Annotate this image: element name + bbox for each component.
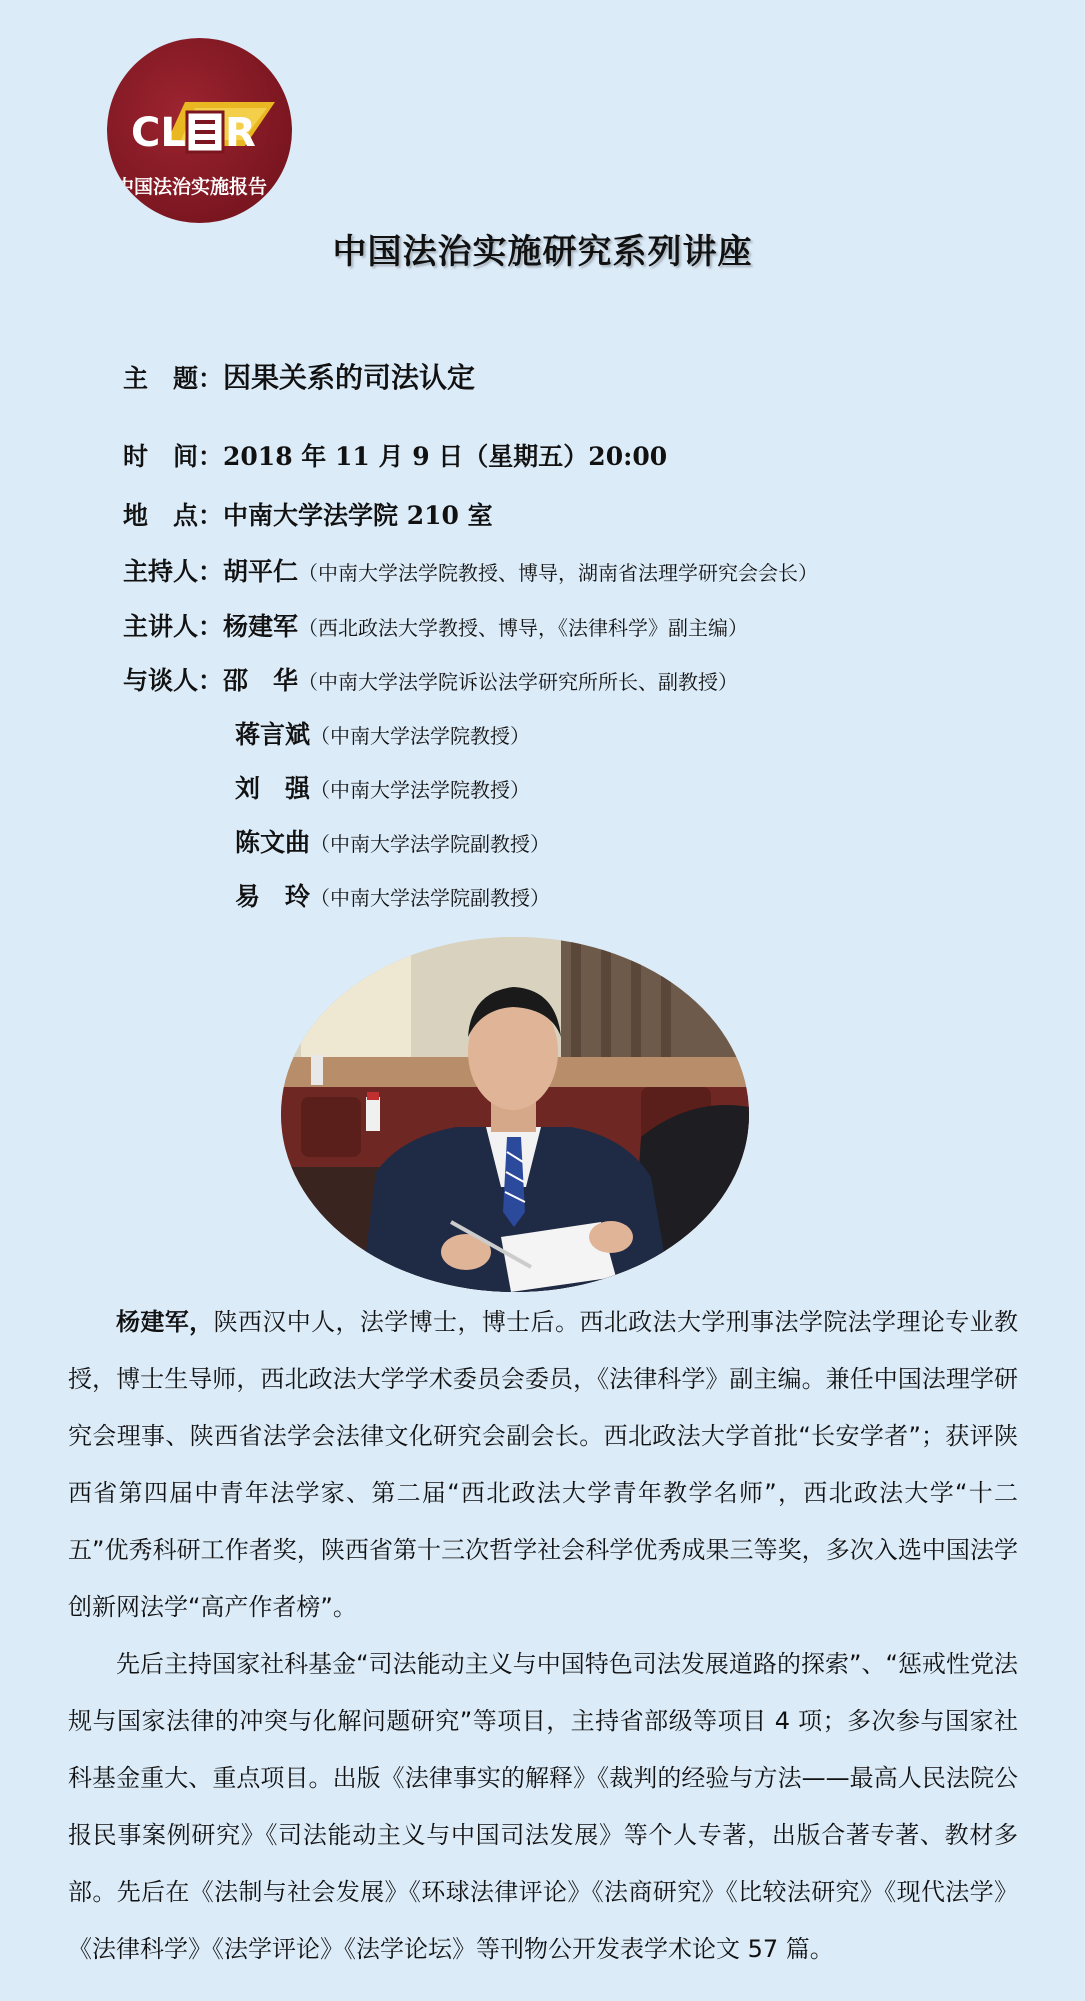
host-label: 主持人： bbox=[123, 557, 224, 586]
discussants-label: 与谈人： bbox=[123, 666, 224, 695]
discussant-row bbox=[235, 827, 550, 860]
speaker-photo bbox=[281, 937, 749, 1292]
discussant-note: （中南大学法学院教授） bbox=[310, 724, 531, 748]
host-note: （中南大学法学院教授、博导，湖南省法理学研究会会长） bbox=[298, 561, 819, 585]
time-value: 2018 年 11 月 9 日（星期五）20:00 bbox=[223, 442, 668, 471]
discussant-name: 易 玲 bbox=[235, 882, 311, 911]
discussant-note: （中南大学法学院诉讼法学研究所所长、副教授） bbox=[298, 670, 739, 694]
speaker-note: （西北政法大学教授、博导，《法律科学》副主编） bbox=[298, 616, 749, 640]
time-label: 时 间： bbox=[123, 442, 224, 471]
discussant-note: （中南大学法学院副教授） bbox=[310, 886, 551, 910]
bio-paragraph bbox=[68, 1294, 1018, 1636]
logo-org-name: 中国法治实施报告 bbox=[115, 176, 268, 198]
speaker-label: 主讲人： bbox=[123, 612, 224, 641]
discussant-row bbox=[235, 719, 530, 752]
place-row bbox=[123, 500, 493, 532]
org-logo bbox=[107, 38, 292, 223]
clier-logo-mark bbox=[125, 100, 275, 160]
speaker-bio bbox=[68, 1294, 1018, 1978]
discussant-row bbox=[123, 665, 738, 698]
time-row bbox=[123, 441, 667, 473]
speaker-name: 杨建军 bbox=[223, 612, 299, 641]
discussant-name: 蒋言斌 bbox=[235, 720, 311, 749]
discussant-name: 邵 华 bbox=[223, 666, 299, 695]
discussant-row bbox=[235, 773, 530, 806]
bio-paragraph-1-text: 陕西汉中人，法学博士，博士后。西北政法大学刑事法学院法学理论专业教授，博士生导师，西北政法大学学术委员会委员，《法律科学》副主编。兼任中国法理学研究会理事、陕西省法学会法律文化研究会副会长。西北政法大学首批“长安学者”；获评陕西省第四届中青年法学家、第二届“西北政法大学青年教学名师”，西北政法大学“十二五”优秀科研工作者奖，陕西省第十三次哲学社会科学优秀成果三等奖，多次入选中国法学创新网法学“高产作者榜”。 bbox=[68, 1308, 1019, 1621]
topic-row bbox=[123, 362, 475, 395]
topic-value: 因果关系的司法认定 bbox=[223, 361, 476, 394]
host-row bbox=[123, 556, 818, 589]
discussant-name: 刘 强 bbox=[235, 774, 311, 803]
svg-text:R: R bbox=[225, 110, 256, 156]
speaker-row bbox=[123, 611, 748, 644]
place-value: 中南大学法学院 210 室 bbox=[223, 501, 493, 530]
host-name: 胡平仁 bbox=[223, 557, 299, 586]
discussant-note: （中南大学法学院教授） bbox=[310, 778, 531, 802]
page-title: 中国法治实施研究系列讲座 bbox=[332, 232, 753, 272]
topic-label: 主 题： bbox=[123, 364, 224, 393]
bio-name: 杨建军， bbox=[116, 1308, 214, 1336]
place-label: 地 点： bbox=[123, 501, 224, 530]
svg-text:CL: CL bbox=[131, 110, 186, 156]
bio-paragraph-2-text: 先后主持国家社科基金“司法能动主义与中国特色司法发展道路的探索”、“惩戒性党法规与国家法律的冲突与化解问题研究”等项目，主持省部级等项目 4 项；多次参与国家社科基金重大、重点项目。出版《法律事实的解释》《裁判的经验与方法——最高人民法院公报民事案例研究》《司法能动主义与中国司法发展》等个人专著，出版合著专著、教材多部。先后在《法制与社会发展》《环球法律评论》《法商研究》《比较法研究》《现代法学》《法律科学》《法学评论》《法学论坛》等刊物公开发表学术论文 57 篇。 bbox=[68, 1650, 1018, 1963]
discussant-row bbox=[235, 881, 550, 914]
discussant-note: （中南大学法学院副教授） bbox=[310, 832, 551, 856]
bio-paragraph bbox=[68, 1636, 1018, 1978]
discussant-name: 陈文曲 bbox=[235, 828, 311, 857]
